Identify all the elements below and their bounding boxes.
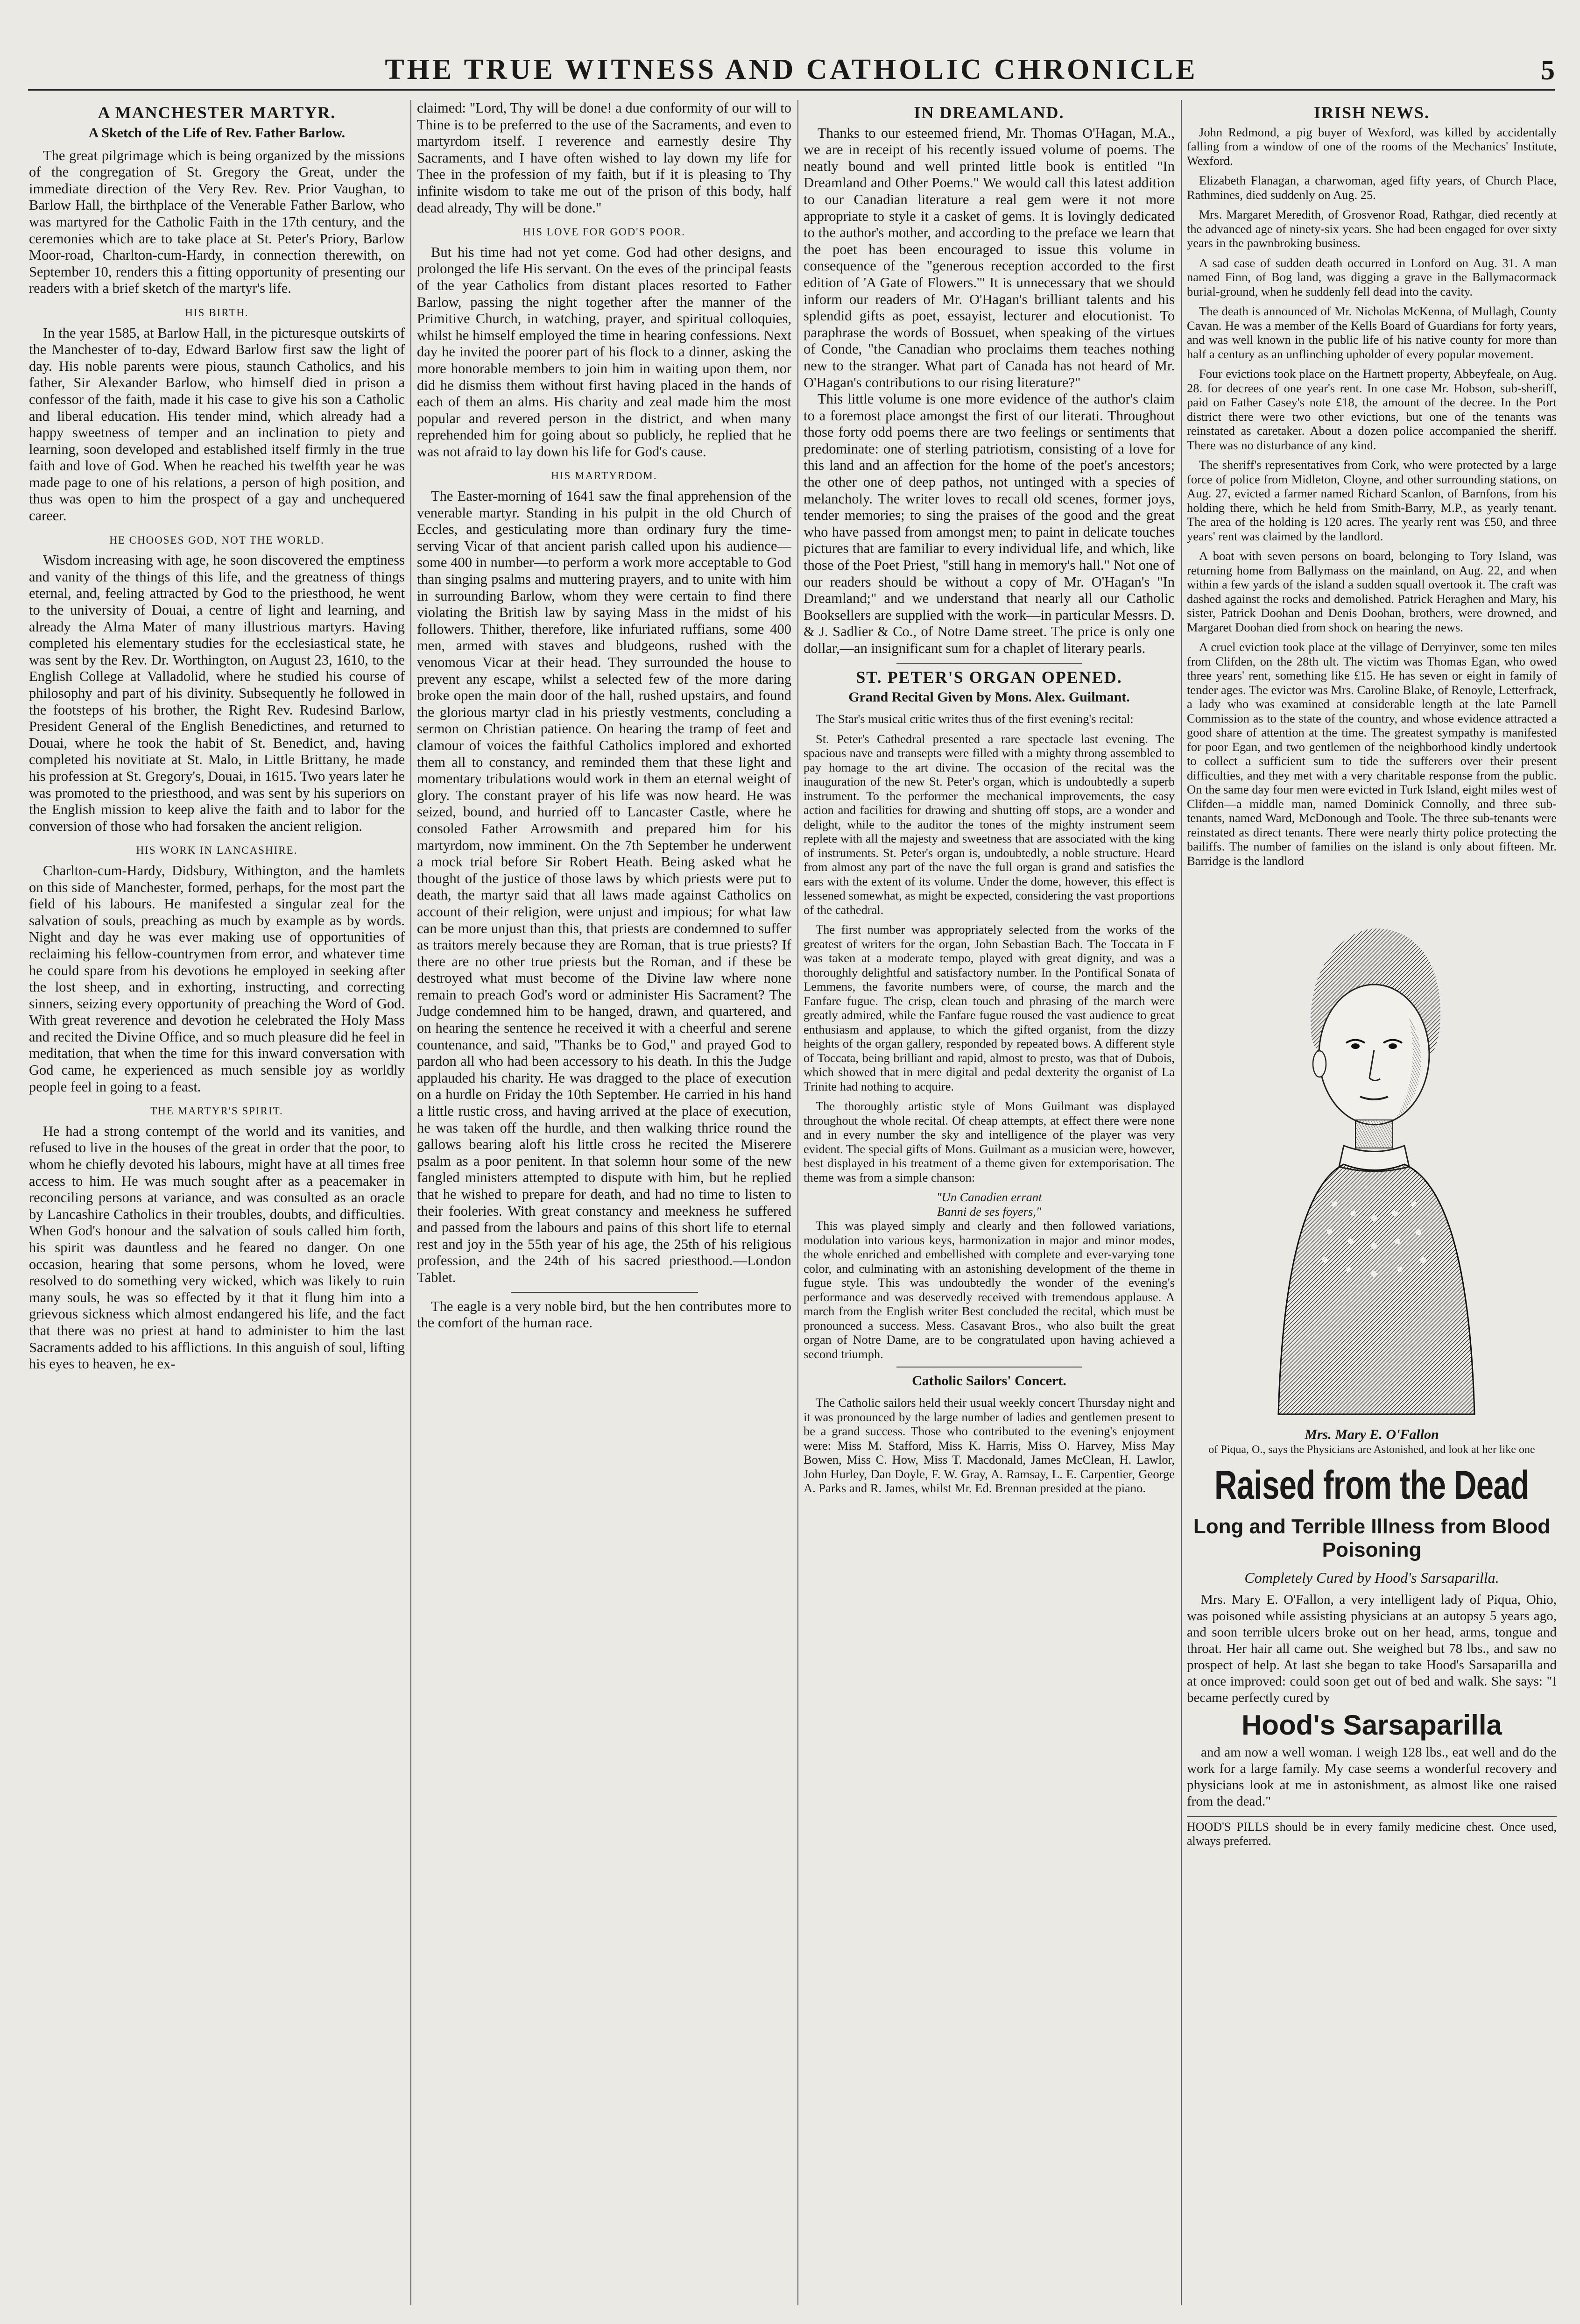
paragraph: Charlton-cum-Hardy, Didsbury, Withington, and the hamlets on this side of Manchester, formed, perhaps, for the most part the field of his labours. He manifested a singular zeal for the salvation of souls, preaching as much by example as by words. Night and day he was ever making use of opportunities of reclaiming his fellow-countrymen from error, and whatever time he could spare from his devotions he employed in seeking after the lost sheep, and in exhorting, instructing, and correcting sinners, seizing every opportunity of preaching the Word of God. With great reverence and devotion he celebrated the Holy Mass and recited the Divine Office, and so much pleasure did he feel in meditation, that when the time for this inward conversation with God came, he experienced as much sensible joy as worldly people feel in going to a feast. [29, 862, 405, 1095]
news-item [1187, 304, 1557, 361]
ad-brand: Hood's Sarsaparilla [1241, 1709, 1502, 1741]
ad-pills: HOOD'S PILLS should be in every family medicine chest. Once used, always preferred. [1187, 1816, 1557, 1848]
news-item [1187, 125, 1557, 168]
paragraph: The eagle is a very noble bird, but the hen contributes more to the comfort of the human race. [417, 1298, 791, 1331]
news-item [804, 922, 1175, 1093]
paragraph: The first number was appropriately selected from the works of the greatest of writers for the organ, John Sebastian Bach. The Toccata in F was taken at a moderate tempo, played with great dignity, and was a thoroughly delightful and satisfactory number. In the Pontifical Sonata of Lemmens, the favorite numbers were, of course, the march and the Fanfare fugue. The crisp, clean touch and phrasing of the march were greatly admired, while the Fanfare fugue roused the vast audience to great enthusiasm and applause, to which the gifted organist, from the dizzy heights of the organ gallery, responded by repeated bows. A different style of Toccata, being brilliant and rapid, almost to presto, was that of Dubois, which showed that in mere digital and pedal dexterity the organist of La Trinite had nothing to acquire. [804, 922, 1175, 1093]
section-heading: HIS MARTYRDOM. [551, 470, 657, 482]
ad-headline: Raised from the Dead [1214, 1462, 1529, 1508]
news-item [804, 1099, 1175, 1184]
paragraph: But his time had not yet come. God had other designs, and prolonged the life His servant. On the eves of the principal feasts of the year Catholics from distant places resorted to Father Barlow, passing the night together after the manner of the Primitive Church, in watching, prayer, and spiritual colloquies, whilst he himself employed the time in hearing confessions. Next day he invited the poorer part of his flock to a dinner, asking the more honorable members to join him in waiting upon them, nor did he dismiss them without first having placed in the hands of each of them an alms. His charity and zeal made him the most popular and revered person in the district, and when many reprehended him for going about so publicly, he replied that he was not afraid to lay down his life for God's cause. [417, 244, 791, 460]
article-subheadline: A Sketch of the Life of Rev. Father Barlow. [88, 125, 346, 141]
verse-line: "Un Canadien errant [936, 1190, 1042, 1205]
ad-body-2: and am now a well woman. I weigh 128 lbs., eat well and do the work for a large family. My case seems a wonderful recovery and physicians look at me in astonishment, as almost like one raised from the dead." [1187, 1744, 1557, 1809]
column-3 [804, 100, 1175, 2305]
irish-news-items [1187, 105, 1557, 868]
news-item [1187, 207, 1557, 250]
paragraph: The sheriff's representatives from Cork, who were protected by a large force of police from Midleton, Cloyne, and other surrounding stations, on Aug. 27, evicted a farmer named Richard Scanlon, of Barnfons, from his holding there, which he held from Smith-Barry, M.P., as yearly tenant. The area of the holding is 120 acres. The yearly rent was £50, and three years' rent was claimed by the landlord. [1187, 458, 1557, 543]
woman-portrait-icon [1241, 877, 1502, 1419]
paragraph: The great pilgrimage which is being organized by the missions of the congregation of St. Gregory the Great, under the immediate direction of the Very Rev. Rev. Prior Vaughan, to Barlow Hall, the birthplace of the Venerable Father Barlow, who was martyred for the Catholic Faith in the 17th century, and the ceremonies which are to take place at St. Peter's Priory, Barlow Moor-road, Charlton-cum-Hardy, in connection therewith, on September 10, renders this a fitting opportunity of presenting our readers with a brief sketch of the martyr's life. [29, 147, 405, 297]
paragraph: The Easter-morning of 1641 saw the final apprehension of the venerable martyr. Standing in his pulpit in the old Church of Eccles, and gesticulating more than ordinary fury the time-serving Vicar of that ancient parish called upon his audience—some 400 in number—to perform a work more acceptable to God than singing psalms and muttering prayers, and to unite with him in surrounding Barlow, whom they were certain to find there violating the British law by saying Mass in the midst of his followers. Thither, therefore, like infuriated ruffians, some 400 men, armed with staves and bludgeons, rushed with the venomous Vicar at their head. They surrounded the house to prevent any escape, whilst a selected few of the more daring broke open the main door of the hall, rushed upstairs, and found the glorious martyr clad in his priestly vestments, concluding a sermon on Christian patience. On hearing the tramp of feet and clamour of voices the faithful Catholics implored and exhorted them all to constancy, and reminded them that these light and momentary tribulations would work in them an eternal weight of glory. The constant prayer of his life was now heard. He was seized, bound, and hurried off to Lancaster Castle, where he consoled Father Arrowsmith and prepared him for his martyrdom, now imminent. On the 7th September he underwent a mock trial before Sir Robert Heath. Being asked what he thought of the justice of those laws by which priests were put to death, the martyr said that all laws made against Catholics on account of their religion, were unjust and impious; for what law can be more unjust than this, that priests are condemned to suffer as traitors merely because they are Roman, that is true priests? If there are no other true priests but the Roman, and if these be destroyed what must become of the Divine law where none remain to preach God's word or administer His Sacrament? The Judge condemned him to be hanged, drawn, and quartered, and on hearing the sentence he received it with a cheerful and serene countenance, and said, "Thanks be to God," and prayed God to pardon all who had been accessory to his death. In this the Judge applauded his charity. He was dragged to the place of execution on a hurdle on Friday the 10th September. He carried in his hand a little rustic cross, and having arrived at the place of execution, he was taken off the hurdle, and then walking thrice round the gallows bearing aloft his little cross he recited the Miserere psalm as a poor penitent. In that solemn hour some of the new fangled ministers attempted to dispute with him, but he replied that he wished to prepare for death, and had no time to listen to their fooleries. With great constancy and meekness he suffered and passed from the labours and pains of this short life to eternal rest and joy in the 55th year of his age, the 25th of his religious profession, and the 24th of his sacred priesthood.—London Tablet. [417, 488, 791, 1285]
article-headline: IRISH NEWS. [1313, 103, 1430, 122]
news-item [804, 712, 1175, 726]
paragraph: This was played simply and clearly and then followed variations, modulation into various keys, harmonization in major and minor modes, the whole enriched and embellished with complete and ever-varying tone color, and culminating with an astonishing development of the theme in fugue style. This was undoubtedly the wonder of the evening's performance and was deservedly received with tremendous applause. A march from the English writer Best concluded the recital, which must be pronounced a success. Mess. Casavant Bros., who also built the great organ of Notre Dame, are to be congratulated upon having achieved a second triumph. [804, 1219, 1175, 1361]
paragraph: Mrs. Margaret Meredith, of Grosvenor Road, Rathgar, died recently at the advanced age of ninety-six years. She had been engaged for over sixty years in the pawnbroking business. [1187, 207, 1557, 250]
paragraph: The Catholic sailors held their usual weekly concert Thursday night and it was pronounced by the large number of ladies and gentlemen present to be a grand success. Those who contributed to the evening's enjoyment were: Miss M. Stafford, Miss K. Harris, Miss O. Harvey, Miss May Bowen, Miss C. How, Miss T. Macdonald, James McClean, H. Lawlor, John Hurley, Dan Doyle, F. W. Gray, A. Ramsay, L. E. Carpentier, George A. Parks and R. James, whilst Mr. Ed. Brennan presided at the piano. [804, 1396, 1175, 1495]
news-item [1187, 640, 1557, 868]
page-number: 5 [1541, 55, 1555, 85]
section-heading: HE CHOOSES GOD, NOT THE WORLD. [109, 534, 324, 546]
article-headline: IN DREAMLAND. [914, 103, 1065, 122]
paragraph: claimed: "Lord, Thy will be done! a due conformity of our will to Thine is to be preferred to the use of the Sacraments, and even to martyrdom itself. I reverence and earnestly desire Thy Sacraments, and I have often wished to lay down my life for Thee in the profession of my faith, but if it is pleasing to Thy infinite wisdom to take me out of the prison of this body, half dead already, Thy will be done." [417, 100, 791, 216]
paragraph: In the year 1585, at Barlow Hall, in the picturesque outskirts of the Manchester of to-day, Edward Barlow first saw the light of day. His noble parents were pious, staunch Catholics, and his father, Sir Alexander Barlow, who himself died in prison a confessor of the faith, made it his case to give his son a Catholic and liberal education. His tender mind, which already had a happy sweetness of temper and an inclination to piety and learning, soon developed and established itself firmly in the true faith and love of God. When he reached his twelfth year he was made page to one of his relations, a person of high position, and thus was open to him the prospect of a gay and unchequered career. [29, 325, 405, 524]
paragraph: Thanks to our esteemed friend, Mr. Thomas O'Hagan, M.A., we are in receipt of his recently issued volume of poems. The neatly bound and well printed little book is entitled "In Dreamland and Other Poems." We would call this latest addition to our Canadian literature a real gem were it not more appropriate to style it a casket of gems. It is lovingly dedicated to the author's mother, and according to the preface we learn that the poet has been encouraged to issue this volume in consequence of the "generous reception accorded to the first edition of 'A Gate of Flowers.'" It is unnecessary that we should inform our readers of Mr. O'Hagan's brilliant talents and his splendid gifts as poet, essayist, lecturer and elocutionist. To paraphrase the words of Bossuet, when speaking of the virtues of Conde, "the Canadian who proclaims them teaches nothing new to the stranger. What part of Canada has not heard of Mr. O'Hagan's contributions to our rising literature?" [804, 125, 1175, 390]
news-item [1187, 173, 1557, 202]
paragraph: Wisdom increasing with age, he soon discovered the emptiness and vanity of the things of this life, and the greatness of things eternal, and, feeling attracted by God to the priesthood, he went to the university of Douai, a centre of light and learning, and already the Alma Mater of many illustrious martyrs. Having completed his elementary studies for the ecclesiastical state, he was sent by the Rev. Dr. Worthington, on August 23, 1610, to the English College at Valladolid, where he studied his course of philosophy and part of his divinity. Subsequently he followed in the footsteps of his brother, the Right Rev. Rudesind Barlow, President General of the English Benedictines, and returned to Douai, where he took the habit of St. Benedict, and, having completed his novitiate at St. Malo, in Little Brittany, he made his profession at St. Gregory's, Douai, in 1615. Two years later he was promoted to the priesthood, and was sent by his superiors on the English mission to keep alive the faith and to labor for the conversion of those who had forsaken the ancient religion. [29, 552, 405, 834]
news-item [804, 1219, 1175, 1361]
news-item [1187, 256, 1557, 299]
section-heading: HIS WORK IN LANCASHIRE. [136, 844, 298, 857]
paragraph: St. Peter's Cathedral presented a rare spectacle last evening. The spacious nave and transepts were filled with a mighty throng assembled to pay homage to the art divine. The occasion of the recital was the inauguration of the new St. Peter's organ, which is undoubtedly a superb instrument. To the performer the mechanical improvements, the easy action and facilities for drawing and shutting off stops, are a wonder and delight, while to the auditor the tones of the mighty instrument seem replete with all the majesty and sweetness that are associated with the king of instruments. St. Peter's organ is, undoubtedly, a noble structure. Heard from almost any part of the nave the full organ is grand and satisfies the ears with the extent of its volume. Under the dome, however, this effect is lessened somewhat, as might be expected, considering the vast proportions of the cathedral. [804, 731, 1175, 917]
article-subheadline: Catholic Sailors' Concert. [912, 1373, 1066, 1389]
news-item [1187, 458, 1557, 543]
article-subheadline: Grand Recital Given by Mons. Alex. Guilmant. [848, 689, 1130, 705]
news-item [804, 1396, 1175, 1495]
paragraph: This little volume is one more evidence of the author's claim to a foremost place amongst the first of our literati. Throughout those forty odd poems there are two feelings or sentiments that predominate: one of sterling patriotism, consisting of a love for this land and an affection for the home of the poet's ancestors; the other one of deep pathos, not untinged with a species of melancholy. The writer loves to recall old scenes, former joys, tender memories; to sing the praises of the good and the great who have passed from amongst men; to paint in delicate touches pictures that are familiar to every individual life, and which, like those of the Poet Priest, "still hang in memory's hall." Not one of our readers should be without a copy of Mr. O'Hagan's "In Dreamland;" and we understand that nearly all our Catholic Booksellers are supplied with the work—in particular Messrs. D. & J. Sadlier & Co., of Notre Dame street. The price is only one dollar,—an insignificant sum for a chaplet of literary pearls. [804, 391, 1175, 656]
section-heading: HIS BIRTH. [185, 306, 249, 319]
paragraph: He had a strong contempt of the world and its vanities, and refused to live in the houses of the great in order that the poor, to whom he chiefly devoted his labours, might have at all times free access to him. He was much sought after as a peacemaker in reconciling persons at variance, and was consulted as an oracle by Lancashire Catholics in their troubles, doubts, and difficulties. When God's honour and the salvation of souls called him forth, his spirit was dauntless and he feared no danger. On one occasion, hearing that some persons, whom he loved, were resolved to do something very wicked, which was likely to ruin many souls, he was so effected by it that it flung him into a grievous sickness which almost endangered his life, and the fact that there was no priest at hand to administer to him the last Sacraments added to his afflictions. In this anguish of soul, lifting his eyes to heaven, he ex- [29, 1123, 405, 1372]
ad-caption: Mrs. Mary E. O'Fallon [1305, 1427, 1439, 1443]
paragraph: The death is announced of Mr. Nicholas McKenna, of Mullagh, County Cavan. He was a member of the Kells Board of Guardians for forty years, and was well known in the public life of his native county for more than half a century as an unflinching upholder of every popular movement. [1187, 304, 1557, 361]
ad-subheadline: Long and Terrible Illness from Blood Poisoning [1193, 1515, 1551, 1561]
paragraph: Elizabeth Flanagan, a charwoman, aged fifty years, of Church Place, Rathmines, died suddenly on Aug. 25. [1187, 173, 1557, 202]
column-2 [417, 100, 791, 2305]
news-item [804, 732, 1175, 917]
masthead [28, 51, 1555, 91]
ad-tagline: Completely Cured by Hood's Sarsaparilla. [1244, 1569, 1499, 1586]
newspaper-title: THE TRUE WITNESS AND CATHOLIC CHRONICLE [385, 54, 1198, 85]
paragraph: A cruel eviction took place at the village of Derryinver, some ten miles from Clifden, on the 28th ult. The victim was Thomas Egan, who owed three years' rent, something like £15. He has seven or eight in family of tender ages. The evictor was Mrs. Caroline Blake, of Renoyle, Letterfrack, a lady who was examined at considerable length at the late Parnell Commission as to the state of the country, and whose evidence attracted a good share of attention at the time. The greatest sympathy is manifested for poor Egan, and two gentlemen of the neighborhood kindly undertook to collect a sufficient sum to tide the sufferers over their present difficulties, and they met with a very charitable response from the public. On the same day four men were evicted in Turk Island, eight miles west of Clifden—a middle man, named Dominick Connolly, and three sub-tenants, named Ward, McDonough and Toole. The three sub-tenants were reinstated as direct tenants. There were nearly thirty police protecting the bailiffs. The number of families on the island is only about fifteen. Mr. Barridge is the landlord [1187, 640, 1557, 868]
column-rule [410, 100, 411, 2305]
paragraph: Four evictions took place on the Hartnett property, Abbeyfeale, on Aug. 28. for decrees of one year's rent. In one case Mr. Hobson, sub-sheriff, paid on Father Casey's note £18, the amount of the decree. In the Port district there were two other evictions, but one of the tenants was reinstated as caretaker. About a dozen police accompanied the sheriff. There was no disturbance of any kind. [1187, 367, 1557, 452]
article-headline: ST. PETER'S ORGAN OPENED. [856, 667, 1122, 687]
paragraph: A sad case of sudden death occurred in Lonford on Aug. 31. A man named Finn, of Bog land, was digging a grave in the Ballymacormack burial-ground, when he suddenly fell dead into the cavity. [1187, 255, 1557, 298]
column-rule [1181, 100, 1182, 2305]
column-rule [797, 100, 798, 2305]
news-item [1187, 549, 1557, 634]
section-heading: HIS LOVE FOR GOD'S POOR. [523, 226, 685, 238]
paragraph: The thoroughly artistic style of Mons Guilmant was displayed throughout the whole recital. Of cheap attempts, at effect there were none and in every number the sky and intelligence of the player was very evident. The special gifts of Mons. Guilmant as a musician were, however, best displayed in his treatment of a theme given for extemporisation. The theme was from a simple chanson: [804, 1099, 1175, 1184]
section-divider [896, 663, 1082, 664]
column-1 [29, 100, 405, 2305]
article-headline: A MANCHESTER MARTYR. [98, 103, 336, 122]
column-4 [1187, 100, 1557, 2305]
portrait-engraving [1241, 877, 1502, 1419]
section-divider [511, 1292, 698, 1293]
ad-body: Mrs. Mary E. O'Fallon, a very intelligent lady of Piqua, Ohio, was poisoned while assisting physicians at an autopsy 5 years ago, and soon terrible ulcers broke out on her head, arms, tongue and throat. Her hair all came out. She weighed but 78 lbs., and saw no prospect of help. At last she began to take Hood's Sarsaparilla and at once improved: could soon get out of bed and walk. She says: "I became perfectly cured by [1187, 1592, 1557, 1705]
hoods-advertisement [1187, 877, 1557, 1848]
section-heading: THE MARTYR'S SPIRIT. [150, 1105, 283, 1117]
news-item [1187, 367, 1557, 452]
paragraph: The Star's musical critic writes thus of the first evening's recital: [816, 712, 1134, 726]
paragraph: John Redmond, a pig buyer of Wexford, was killed by accidentally falling from a window of one of the rooms of the Mechanics' Institute, Wexford. [1187, 125, 1557, 168]
verse-line: Banni de ses foyers," [937, 1204, 1042, 1219]
paragraph: A boat with seven persons on board, belonging to Tory Island, was returning home from Ballymass on the mainland, on Aug. 22, and when within a few yards of the island a sudden squall overtook it. The craft was dashed against the rocks and demolished. Patrick Heraghen and Mary, his sister, Patrick Doohan and Denis Doohan, brothers, were drowned, and Margaret Doohan died from shock on hearing the news. [1187, 549, 1557, 634]
ad-caption-sub: of Piqua, O., says the Physicians are Astonished, and look at her like one [1208, 1443, 1535, 1456]
